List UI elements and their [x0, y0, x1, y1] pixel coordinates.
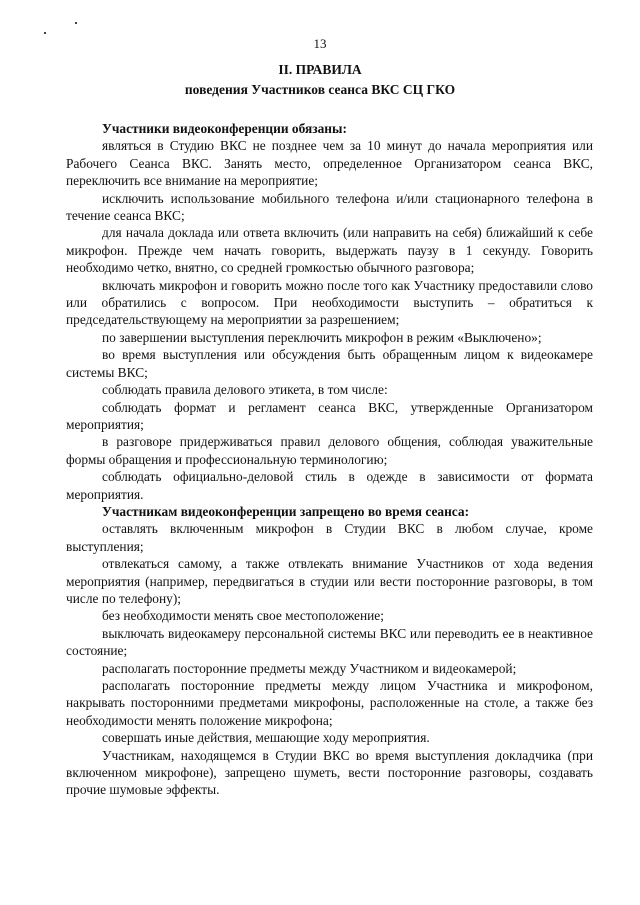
section-header — [40, 60, 600, 100]
paragraph: располагать посторонние предметы между лицом Участника и микрофоном, накрывать посторонними предметами микрофоны, расположенные на столе, а также без необходимости менять положение микрофона; — [66, 678, 593, 728]
paragraph: исключить использование мобильного телефона и/или стационарного телефона в течение сеанса ВКС; — [66, 190, 593, 224]
section-heading: Участники видеоконференции обязаны: — [102, 121, 347, 136]
section-subtitle: поведения Участников сеанса ВКС СЦ ГКО — [184, 82, 456, 97]
paragraph: оставлять включенным микрофон в Студии ВКС в любом случае, кроме выступления; — [66, 521, 593, 554]
section-heading: Участникам видеоконференции запрещено во время сеанса: — [102, 503, 470, 519]
paragraph: располагать посторонние предметы между Участником и видеокамерой; — [102, 660, 517, 676]
paragraph: во время выступления или обсуждения быть обращенным лицом к видеокамере системы ВКС; — [66, 347, 593, 380]
paragraph: для начала доклада или ответа включить (или направить на себя) ближайший к себе микрофон. Прежде чем начать говорить, выдержать паузу в 1 секунду. Говорить необходимо четко, внятно, со средней громкостью обычного разговора; — [66, 225, 593, 276]
page-number: 13 — [313, 36, 327, 51]
scan-speck — [44, 32, 46, 34]
paragraph: отвлекаться самому, а также отвлекать внимание Участников от хода ведения мероприятия (например, передвигаться в студии или вести посторонние разговоры, в том числе по телефону); — [66, 556, 593, 606]
paragraph: выключать видеокамеру персональной системы ВКС или переводить ее в неактивное состояние; — [66, 625, 593, 659]
paragraph: Участникам, находящемся в Студии ВКС во время выступления докладчика (при включенном микрофоне), запрещено шуметь, вести посторонние разговоры, создавать прочие шумовые эффекты. — [66, 747, 593, 798]
paragraph: соблюдать официально-деловой стиль в одежде в зависимости от формата мероприятия. — [66, 469, 593, 502]
paragraph: соблюдать правила делового этикета, в том числе: — [102, 382, 388, 398]
document-body — [66, 120, 593, 799]
paragraph: в разговоре придерживаться правил делового общения, соблюдая уважительные формы обращения и профессиональную терминологию; — [66, 434, 593, 467]
paragraph: без необходимости менять свое местоположение; — [102, 608, 384, 624]
paragraph: совершать иные действия, мешающие ходу мероприятия. — [102, 730, 430, 746]
paragraph: являться в Студию ВКС не позднее чем за 10 минут до начала мероприятия или Рабочего Сеанса ВКС. Занять место, определенное Организатором сеанса ВКС, переключить все внимание на мероприятие; — [66, 138, 593, 189]
paragraph: включать микрофон и говорить можно после того как Участнику предоставили слово или обратились с вопросом. При необходимости выступить – обратиться к председательствующему на мероприятии за разрешением; — [66, 277, 593, 328]
paragraph: по завершении выступления переключить микрофон в режим «Выключено»; — [102, 329, 542, 345]
scan-speck — [75, 22, 77, 24]
section-title: II. ПРАВИЛА — [278, 62, 362, 77]
paragraph: соблюдать формат и регламент сеанса ВКС, утвержденные Организатором мероприятия; — [66, 399, 593, 432]
